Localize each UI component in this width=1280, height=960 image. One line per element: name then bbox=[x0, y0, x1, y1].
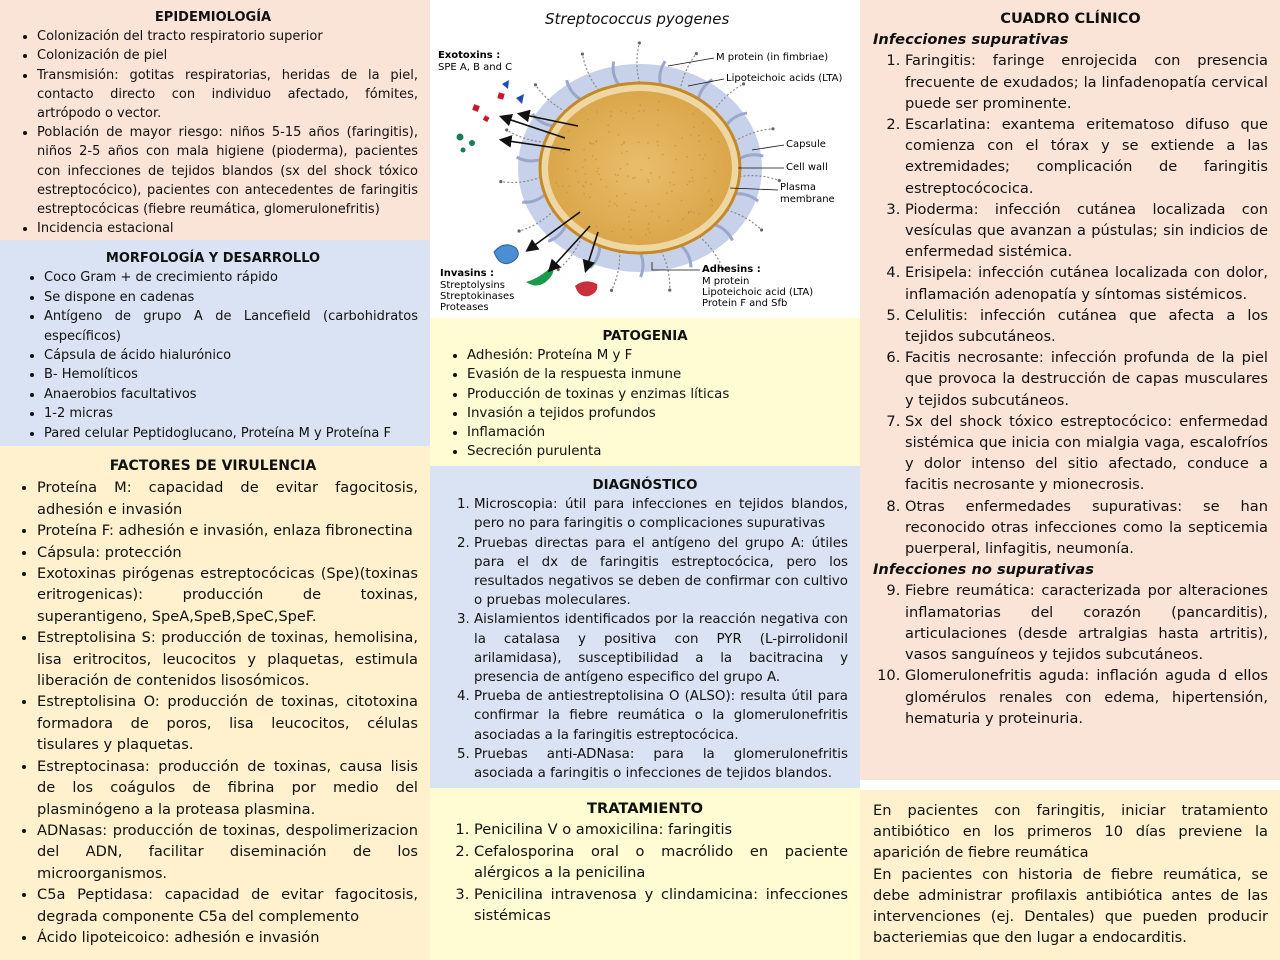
nota-panel bbox=[860, 790, 1280, 960]
cuadro-clinico-title: CUADRO CLÍNICO bbox=[1000, 10, 1141, 27]
cytoplasm-dot bbox=[595, 159, 597, 161]
fimbria-tip bbox=[610, 289, 613, 292]
cytoplasm-dot bbox=[640, 169, 642, 171]
cytoplasm bbox=[548, 91, 732, 245]
cytoplasm-dot bbox=[658, 203, 660, 205]
tratamiento-title: TRATAMIENTO bbox=[587, 800, 703, 817]
cuadro-clinico-panel bbox=[860, 0, 1280, 780]
cytoplasm-dot bbox=[651, 211, 653, 213]
cytoplasm-dot bbox=[578, 181, 580, 183]
cytoplasm-dot bbox=[662, 154, 664, 156]
adhesins-label: Adhesins : bbox=[702, 264, 761, 275]
cytoplasm-dot bbox=[631, 209, 633, 211]
supurativas-subtitle: Infecciones supurativas bbox=[873, 31, 1069, 49]
cytoplasm-dot bbox=[611, 231, 613, 233]
cell-wall-label: Cell wall bbox=[786, 162, 828, 173]
cytoplasm-dot bbox=[671, 190, 673, 192]
list-item: • Incidencia estacional bbox=[37, 219, 418, 238]
list-item: • Población de mayor riesgo: niños 5-15 años (faringitis), niños 2-5 años con mala higiene (pioderma), pacientes con infecciones de tejidos blandos (sx del shock tóxico estreptocócico), pacientes con antecedentes de faringitis estreptocócicas (fiebre reumática, glomerulonefritis) bbox=[37, 123, 418, 219]
adhesin-item: Protein F and Sfb bbox=[702, 298, 788, 309]
cytoplasm-dot bbox=[673, 184, 675, 186]
cytoplasm-dot bbox=[702, 158, 704, 160]
no-supurativas-subtitle: Infecciones no supurativas bbox=[873, 561, 1094, 579]
epidemiologia-title: EPIDEMIOLOGÍA bbox=[154, 10, 272, 25]
diagnostico-list bbox=[442, 495, 848, 783]
fimbria-tip bbox=[505, 128, 508, 131]
cytoplasm-dot bbox=[583, 186, 585, 188]
tratamiento-list bbox=[442, 819, 848, 926]
cytoplasm-dot bbox=[607, 124, 609, 126]
cytoplasm-dot bbox=[657, 109, 659, 111]
cytoplasm-dot bbox=[691, 169, 693, 171]
list-item: 5. Pruebas anti-ADNasa: para la glomerulonefritis asociada a faringitis o infecciones de tejidos blandos. bbox=[474, 745, 848, 783]
list-item: • Coco Gram + de crecimiento rápido bbox=[44, 268, 418, 287]
morfologia-title: MORFOLOGÍA Y DESARROLLO bbox=[105, 251, 321, 266]
cytoplasm-dot bbox=[648, 181, 650, 183]
cytoplasm-dot bbox=[698, 213, 700, 215]
list-item: • B- Hemolíticos bbox=[44, 365, 418, 384]
list-item: 1. Penicilina V o amoxicilina: faringitis bbox=[474, 819, 848, 840]
cytoplasm-dot bbox=[616, 181, 618, 183]
cytoplasm-dot bbox=[583, 149, 585, 151]
cytoplasm-dot bbox=[657, 141, 659, 143]
list-item: • Estreptolisina S: producción de toxinas, hemolisina, lisa eritrocitos, leucocitos y plaquetas, estimula liberación de contenidos lisosómicos. bbox=[37, 627, 418, 691]
cytoplasm-dot bbox=[638, 110, 640, 112]
epidemiologia-panel bbox=[0, 0, 430, 240]
list-item: • Transmisión: gotitas respiratorias, heridas de la piel, contacto directo con individuo afectado, fómites, artrópodo o vector. bbox=[37, 66, 418, 124]
cytoplasm-dot bbox=[690, 134, 692, 136]
cytoplasm-dot bbox=[621, 144, 623, 146]
cytoplasm-dot bbox=[648, 157, 650, 159]
cytoplasm-dot bbox=[686, 156, 688, 158]
cytoplasm-dot bbox=[593, 143, 595, 145]
cytoplasm-dot bbox=[614, 203, 616, 205]
cytoplasm-dot bbox=[608, 205, 610, 207]
list-item: 1. Microscopia: útil para infecciones en tejidos blandos, pero no para faringitis o complicaciones supurativas bbox=[474, 495, 848, 533]
cytoplasm-dot bbox=[630, 229, 632, 231]
cytoplasm-dot bbox=[645, 205, 647, 207]
list-item: • Proteína M: capacidad de evitar fagocitosis, adhesión e invasión bbox=[37, 477, 418, 520]
cytoplasm-dot bbox=[616, 195, 618, 197]
list-item: 7. Sx del shock tóxico estreptocócico: enfermedad sistémica que inicia con mialgia vaga, escalofríos y dolor intenso del sitio afectado, conduce a facitis necrosante y mionecrosis. bbox=[905, 411, 1268, 496]
cytoplasm-dot bbox=[616, 205, 618, 207]
virulencia-panel bbox=[0, 446, 430, 960]
cytoplasm-dot bbox=[712, 205, 714, 207]
cytoplasm-dot bbox=[597, 167, 599, 169]
list-item: 3. Aislamientos identificados por la reacción negativa con la catalasa y positiva con PYR (L-pirrolidonil arilamidasa), susceptibilidad a la bacitracina y presencia de antígeno especifico del grupo A. bbox=[474, 610, 848, 687]
cytoplasm-dot bbox=[699, 140, 701, 142]
cytoplasm-dot bbox=[628, 221, 630, 223]
list-item: 3. Penicilina intravenosa y clindamicina: infecciones sistémicas bbox=[474, 884, 848, 927]
capsule-label: Capsule bbox=[786, 139, 826, 150]
cytoplasm-dot bbox=[634, 177, 636, 179]
leader-line bbox=[668, 58, 714, 66]
fimbria-tip bbox=[638, 41, 641, 44]
fimbria-tip bbox=[499, 180, 502, 183]
cytoplasm-dot bbox=[600, 179, 602, 181]
patogenia-list bbox=[442, 346, 848, 461]
cytoplasm-dot bbox=[680, 229, 682, 231]
cytoplasm-dot bbox=[617, 174, 619, 176]
cytoplasm-dot bbox=[650, 172, 652, 174]
list-item: 1. Faringitis: faringe enrojecida con presencia frecuente de exudados; la linfadenopatía cervical puede ser prominente. bbox=[905, 50, 1268, 114]
cytoplasm-dot bbox=[567, 130, 569, 132]
cytoplasm-dot bbox=[659, 176, 661, 178]
cytoplasm-dot bbox=[690, 211, 692, 213]
cytoplasm-dot bbox=[615, 174, 617, 176]
fimbria-tip bbox=[771, 127, 774, 130]
cytoplasm-dot bbox=[567, 168, 569, 170]
list-item: • Secreción purulenta bbox=[467, 442, 848, 461]
exotoxins-sub: SPE A, B and C bbox=[438, 62, 513, 73]
invasin-item: Streptokinases bbox=[440, 291, 515, 302]
list-item: • Exotoxinas pirógenas estreptocócicas (Spe)(toxinas eritrogenicas): producción de toxinas, superantigeno, SpeA,SpeB,SpeC,SpeF. bbox=[37, 563, 418, 627]
cytoplasm-dot bbox=[643, 110, 645, 112]
cytoplasm-dot bbox=[692, 113, 694, 115]
patogenia-title: PATOGENIA bbox=[602, 329, 688, 344]
cytoplasm-dot bbox=[590, 183, 592, 185]
list-item: • Cápsula de ácido hialurónico bbox=[44, 346, 418, 365]
list-item: • Colonización de piel bbox=[37, 46, 418, 65]
cytoplasm-dot bbox=[648, 223, 650, 225]
cytoplasm-dot bbox=[638, 141, 640, 143]
cytoplasm-dot bbox=[691, 177, 693, 179]
cytoplasm-dot bbox=[560, 150, 562, 152]
list-item: • Colonización del tracto respiratorio superior bbox=[37, 27, 418, 46]
cytoplasm-dot bbox=[557, 185, 559, 187]
list-item: • Cápsula: protección bbox=[37, 542, 418, 563]
cytoplasm-dot bbox=[704, 154, 706, 156]
cytoplasm-dot bbox=[592, 155, 594, 157]
cytoplasm-dot bbox=[693, 127, 695, 129]
fimbria-tip bbox=[581, 52, 584, 55]
list-item: • Proteína F: adhesión e invasión, enlaza fibronectina bbox=[37, 520, 418, 541]
invasin-item: Proteases bbox=[440, 302, 489, 313]
list-item: • C5a Peptidasa: capacidad de evitar fagocitosis, degrada componente C5a del complemento bbox=[37, 884, 418, 927]
cytoplasm-dot bbox=[647, 179, 649, 181]
virulencia-title: FACTORES DE VIRULENCIA bbox=[109, 458, 317, 474]
tratamiento-panel bbox=[430, 788, 860, 960]
plasma-label: Plasma bbox=[780, 182, 817, 193]
cytoplasm-dot bbox=[585, 181, 587, 183]
cytoplasm-dot bbox=[621, 152, 623, 154]
cytoplasm-dot bbox=[657, 145, 659, 147]
list-item: • Adhesión: Proteína M y F bbox=[467, 346, 848, 365]
cytoplasm-dot bbox=[632, 177, 634, 179]
list-item: • Producción de toxinas y enzimas líticas bbox=[467, 385, 848, 404]
list-item: • Estreptolisina O: producción de toxinas, citotoxina formadora de poros, lisa leucocitos, células tisulares y plaquetas. bbox=[37, 691, 418, 755]
list-item: • Pared celular Peptidoglucano, Proteína M y Proteína F bbox=[44, 424, 418, 443]
list-item: 3. Pioderma: infección cutánea localizada con vesículas que avanzan a pústulas; sin indicios de enfermedad sistémica. bbox=[905, 199, 1268, 263]
fimbria-tip bbox=[695, 52, 698, 55]
list-item: 9. Fiebre reumática: caracterizada por alteraciones inflamatorias del corazón (pancarditis), articulaciones (desde artralgias hasta artritis), vasos sanguíneos y tejidos subcutáneos. bbox=[905, 580, 1268, 665]
invasin-item: Streptolysins bbox=[440, 280, 505, 291]
morfologia-panel bbox=[0, 240, 430, 446]
cytoplasm-dot bbox=[608, 131, 610, 133]
list-item: • 1-2 micras bbox=[44, 404, 418, 423]
cytoplasm-dot bbox=[669, 182, 671, 184]
list-item: • Antígeno de grupo A de Lancefield (carbohidratos específicos) bbox=[44, 307, 418, 346]
cytoplasm-dot bbox=[674, 145, 676, 147]
cytoplasm-dot bbox=[647, 228, 649, 230]
cytoplasm-dot bbox=[583, 193, 585, 195]
list-item: 4. Prueba de antiestreptolisina O (ALSO): resulta útil para confirmar la fiebre reumática o la glomerulonefritis asociadas a la faringitis estreptocócica. bbox=[474, 687, 848, 745]
cytoplasm-dot bbox=[627, 175, 629, 177]
list-item: 2. Escarlatina: exantema eritematoso difuso que comienza con el tórax y se extiende a las extremidades; complicación de faringitis estreptocócocica. bbox=[905, 114, 1268, 199]
cytoplasm-dot bbox=[681, 137, 683, 139]
cytoplasm-dot bbox=[658, 101, 660, 103]
list-item: • Invasión a tejidos profundos bbox=[467, 404, 848, 423]
cytoplasm-dot bbox=[582, 166, 584, 168]
cytoplasm-dot bbox=[657, 124, 659, 126]
cytoplasm-dot bbox=[667, 220, 669, 222]
cytoplasm-dot bbox=[627, 163, 629, 165]
cytoplasm-dot bbox=[598, 173, 600, 175]
cytoplasm-dot bbox=[635, 202, 637, 204]
cytoplasm-dot bbox=[569, 185, 571, 187]
cytoplasm-dot bbox=[563, 152, 565, 154]
cytoplasm-dot bbox=[675, 159, 677, 161]
list-item: • Ácido lipoteicoico: adhesión e invasión bbox=[37, 927, 418, 948]
fimbria-tip bbox=[517, 229, 520, 232]
invasins-label: Invasins : bbox=[440, 268, 495, 279]
cytoplasm-dot bbox=[596, 225, 598, 227]
cytoplasm-dot bbox=[620, 168, 622, 170]
list-item: 5. Celulitis: infección cutánea que afecta a los tejidos subcutáneos. bbox=[905, 305, 1268, 347]
list-item: • Evasión de la respuesta inmune bbox=[467, 365, 848, 384]
cytoplasm-dot bbox=[703, 122, 705, 124]
cytoplasm-dot bbox=[628, 216, 630, 218]
cytoplasm-dot bbox=[555, 182, 557, 184]
cytoplasm-dot bbox=[681, 200, 683, 202]
cytoplasm-dot bbox=[587, 119, 589, 121]
cytoplasm-dot bbox=[566, 192, 568, 194]
cytoplasm-dot bbox=[708, 190, 710, 192]
list-item: 8. Otras enfermedades supurativas: se han reconocido otras infecciones como la septicemia puerperal, linfagitis, neumonía. bbox=[905, 496, 1268, 560]
cytoplasm-dot bbox=[623, 141, 625, 143]
cytoplasm-dot bbox=[575, 170, 577, 172]
cytoplasm-dot bbox=[610, 111, 612, 113]
exotoxins-label: Exotoxins : bbox=[438, 50, 501, 61]
nota-paragraph: En pacientes con faringitis, iniciar tratamiento antibiótico en los primeros 10 días previene la aparición de fiebre reumática bbox=[873, 802, 1268, 862]
bacteria-diagram bbox=[430, 0, 860, 318]
cytoplasm-dot bbox=[610, 115, 612, 117]
list-item: • Anaerobios facultativos bbox=[44, 385, 418, 404]
list-item: • Estreptocinasa: producción de toxinas, causa lisis de los coágulos de fibrina por medio del plasminógeno a la proteasa plasmina. bbox=[37, 756, 418, 820]
diagnostico-title: DIAGNÓSTICO bbox=[592, 478, 698, 493]
adhesin-item: Lipoteichoic acid (LTA) bbox=[702, 287, 814, 298]
m-protein-label: M protein (in fimbriae) bbox=[716, 52, 829, 63]
cytoplasm-dot bbox=[699, 154, 701, 156]
membrane-label: membrane bbox=[780, 194, 835, 205]
fimbria-tip bbox=[557, 268, 560, 271]
cytoplasm-dot bbox=[584, 159, 586, 161]
cytoplasm-dot bbox=[626, 151, 628, 153]
cytoplasm-dot bbox=[705, 177, 707, 179]
list-item: 10. Glomerulonefritis aguda: inflación aguda d ellos glomérulos renales con edema, hipertensión, hematuria y proteinuria. bbox=[905, 665, 1268, 729]
cytoplasm-dot bbox=[589, 196, 591, 198]
epidemiologia-list bbox=[8, 27, 418, 238]
list-item: 2. Pruebas directas para el antígeno del grupo A: útiles para el dx de faringitis estreptocócica, pero los resultados negativos se deben de confirmar con cultivo o pruebas moleculares. bbox=[474, 534, 848, 611]
cytoplasm-dot bbox=[630, 236, 632, 238]
cytoplasm-dot bbox=[682, 218, 684, 220]
diagram-title: Streptococcus pyogenes bbox=[545, 10, 730, 28]
cytoplasm-dot bbox=[689, 181, 691, 183]
cytoplasm-dot bbox=[589, 142, 591, 144]
cytoplasm-dot bbox=[673, 171, 675, 173]
cytoplasm-dot bbox=[596, 111, 598, 113]
cytoplasm-dot bbox=[633, 209, 635, 211]
cytoplasm-dot bbox=[645, 234, 647, 236]
cytoplasm-dot bbox=[686, 184, 688, 186]
cytoplasm-dot bbox=[711, 198, 713, 200]
no-supurativas-list bbox=[873, 580, 1268, 728]
lta-label: Lipoteichoic acids (LTA) bbox=[726, 73, 843, 84]
cytoplasm-dot bbox=[618, 134, 620, 136]
cytoplasm-dot bbox=[623, 228, 625, 230]
cytoplasm-dot bbox=[649, 231, 651, 233]
cytoplasm-dot bbox=[620, 110, 622, 112]
cytoplasm-dot bbox=[647, 142, 649, 144]
list-item: 4. Erisipela: infección cutánea localizada con dolor, inflamación adenopatía y síntomas sistémicos. bbox=[905, 262, 1268, 304]
list-item: • Inflamación bbox=[467, 423, 848, 442]
cytoplasm-dot bbox=[639, 104, 641, 106]
cytoplasm-dot bbox=[712, 200, 714, 202]
cytoplasm-dot bbox=[666, 192, 668, 194]
cytoplasm-dot bbox=[688, 211, 690, 213]
cytoplasm-dot bbox=[562, 185, 564, 187]
virulencia-list bbox=[8, 477, 418, 948]
list-item: • Se dispone en cadenas bbox=[44, 288, 418, 307]
cytoplasm-dot bbox=[633, 118, 635, 120]
morfologia-list bbox=[8, 268, 418, 443]
fimbria-tip bbox=[668, 289, 671, 292]
list-item: • ADNasas: producción de toxinas, despolimerizacion del ADN, facilitar diseminación de los microorganismos. bbox=[37, 820, 418, 884]
cytoplasm-dot bbox=[714, 170, 716, 172]
fimbria-tip bbox=[534, 83, 537, 86]
cytoplasm-dot bbox=[624, 193, 626, 195]
list-item: 6. Facitis necrosante: infección profunda de la piel que provoca la destrucción de capas musculares y tejidos subcutáneos. bbox=[905, 347, 1268, 411]
cytoplasm-dot bbox=[658, 216, 660, 218]
nota-paragraph: En pacientes con historia de fiebre reumática, se debe administrar profilaxis antibiótica antes de las intervenciones (ej. Dentales) que pueden producir bacteriemias que den lugar a endocarditis. bbox=[873, 865, 1268, 947]
diagnostico-panel bbox=[430, 466, 860, 788]
cytoplasm-dot bbox=[606, 186, 608, 188]
adhesin-item: M protein bbox=[702, 276, 750, 287]
cytoplasm-dot bbox=[584, 173, 586, 175]
supurativas-list bbox=[873, 50, 1268, 559]
cytoplasm-dot bbox=[711, 138, 713, 140]
fimbria-tip bbox=[760, 228, 763, 231]
cytoplasm-dot bbox=[596, 171, 598, 173]
cytoplasm-dot bbox=[692, 181, 694, 183]
cytoplasm-dot bbox=[693, 212, 695, 214]
patogenia-panel bbox=[430, 318, 860, 466]
bacteria-illustration bbox=[430, 0, 860, 318]
cytoplasm-dot bbox=[718, 141, 720, 143]
cytoplasm-dot bbox=[609, 201, 611, 203]
list-item: 2. Cefalosporina oral o macrólido en paciente alérgicos a la penicilina bbox=[474, 841, 848, 884]
cytoplasm-dot bbox=[595, 141, 597, 143]
cytoplasm-dot bbox=[625, 112, 627, 114]
cytoplasm-dot bbox=[698, 135, 700, 137]
